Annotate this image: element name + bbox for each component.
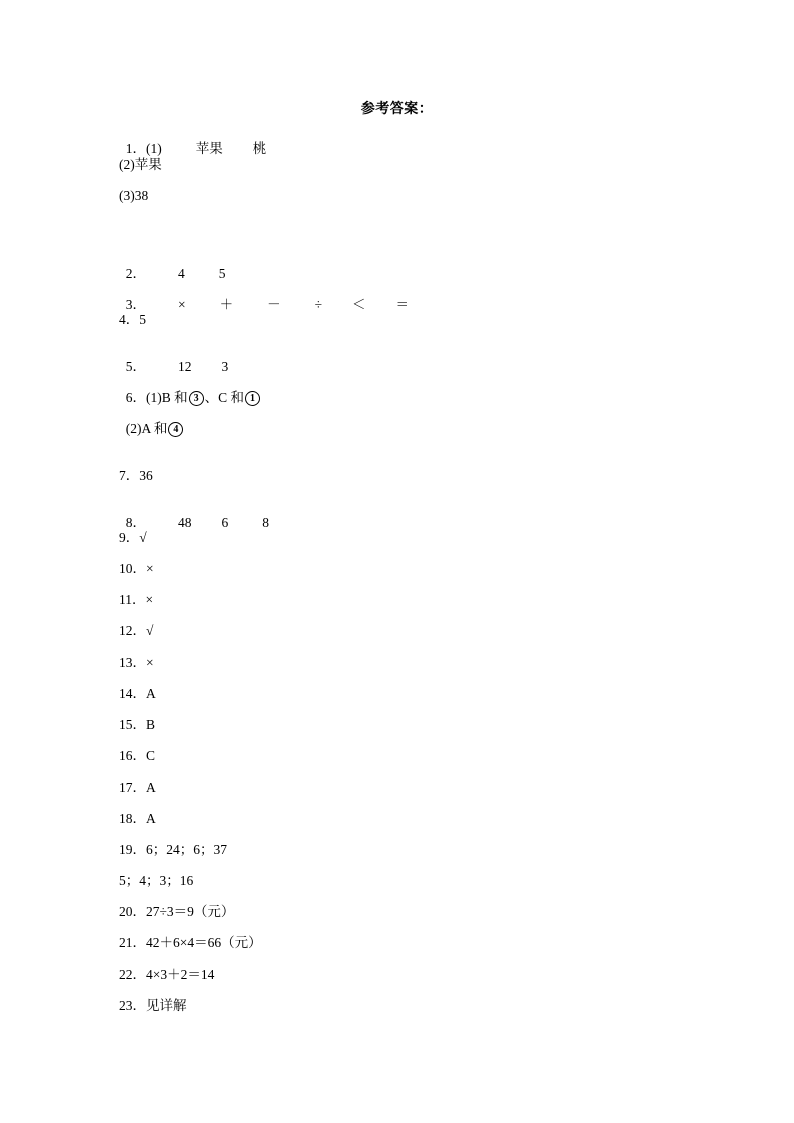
circled-number: 1: [245, 391, 260, 406]
answer-11: 11．×: [119, 592, 154, 607]
answer-2: [119, 250, 226, 282]
answer-value: ＜: [352, 297, 366, 312]
answer-value: 6: [221, 515, 229, 530]
answer-17: 17．A: [119, 780, 156, 795]
answer-number: 3．: [125, 297, 146, 312]
answer-7: 7．36: [119, 468, 153, 483]
answer-18: 18．A: [119, 811, 156, 826]
answer-21: 21．42＋6×4＝66（元）: [119, 935, 262, 950]
answer-value: ＋: [219, 297, 234, 312]
answer-1-2: (2)苹果: [119, 157, 162, 172]
answer-value: 12: [178, 359, 192, 374]
answer-19-2: 5；4；3；16: [119, 873, 194, 888]
answer-number: 8．: [125, 515, 146, 530]
answer-23: 23．见详解: [119, 998, 187, 1013]
answer-value: 8: [262, 515, 269, 530]
answer-12: 12．√: [119, 623, 154, 638]
answer-6: [119, 374, 261, 406]
answer-1-3: (3)38: [119, 188, 149, 203]
circled-number: 4: [168, 422, 183, 437]
answer-value: ＝: [395, 297, 410, 312]
answer-6-2: [119, 405, 184, 437]
answer-number: 5．: [125, 359, 146, 374]
answer-19: 19．6；24；6；37: [119, 842, 227, 857]
circled-number: 3: [189, 391, 204, 406]
answer-15: 15．B: [119, 717, 156, 732]
answer-value: 4: [178, 266, 185, 281]
answer-5: [119, 343, 228, 375]
answer-4: 4．5: [119, 312, 146, 327]
answer-value: ×: [178, 297, 186, 312]
answer-number: 2．: [125, 266, 146, 281]
answer-text: (2)A 和: [125, 421, 168, 436]
answer-value: 5: [218, 266, 226, 281]
answer-22: 22．4×3＋2＝14: [119, 967, 215, 982]
answer-3: [119, 281, 409, 313]
answer-value: 48: [178, 515, 192, 530]
answer-1: [119, 125, 266, 157]
answer-value: －: [267, 297, 281, 312]
answer-14: 14．A: [119, 686, 156, 701]
answer-8: [119, 499, 269, 531]
answer-13: 13．×: [119, 655, 154, 670]
answer-20: 20．27÷3＝9（元）: [119, 904, 235, 919]
answer-value: 桃: [252, 141, 267, 156]
page-title: 参考答案：: [360, 102, 434, 117]
answer-value: 苹果: [195, 141, 223, 156]
answer-value: 3: [221, 359, 229, 374]
answer-number: 1．(1): [125, 141, 162, 156]
answer-16: 16．C: [119, 748, 156, 763]
answer-text: 、C 和: [204, 390, 245, 405]
answer-9: 9．√: [119, 530, 147, 545]
answer-10: 10．×: [119, 561, 154, 576]
answer-text: 6．(1)B 和: [125, 390, 188, 405]
answer-value: ÷: [314, 297, 323, 312]
